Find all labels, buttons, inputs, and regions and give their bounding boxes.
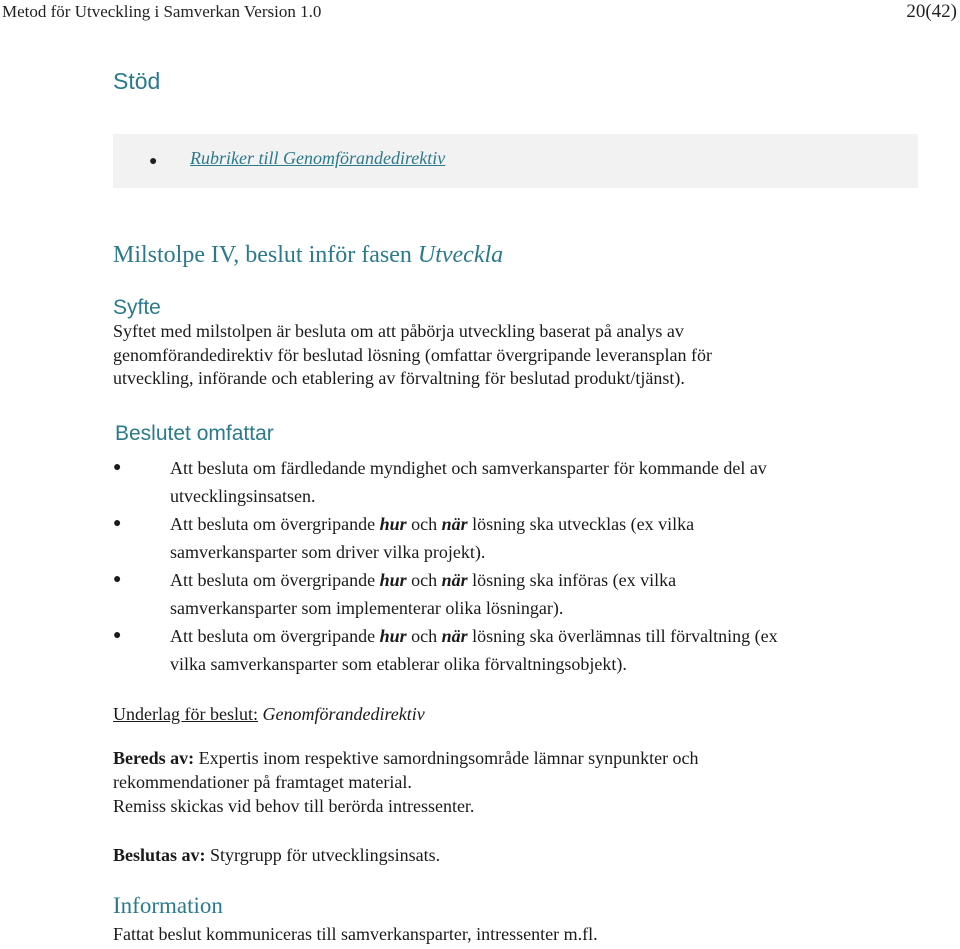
bullet-icon: ●	[113, 460, 122, 475]
stod-heading: Stöd	[113, 68, 161, 94]
bullet-icon: ●	[113, 516, 122, 531]
information-heading: Information	[113, 893, 223, 918]
bereds-paragraph	[113, 746, 833, 818]
list-item	[113, 454, 893, 510]
list-item-line: Att besluta om färdledande myndighet och samverkansparter för kommande del av	[170, 458, 767, 478]
list-item-line: samverkansparter som implementerar olika lösningar).	[170, 598, 564, 618]
syfte-heading: Syfte	[113, 296, 161, 319]
genomforandedirektiv-link[interactable]: Rubriker till Genomförandedirektiv	[190, 148, 446, 168]
list-item-text: och	[406, 570, 442, 590]
emphasis-hur: hur	[379, 514, 407, 534]
list-item-text: Att besluta om övergripande	[170, 626, 380, 646]
list-item-text: lösning ska överlämnas till förvaltning (ex	[467, 626, 778, 646]
bereds-line	[113, 746, 833, 770]
emphasis-hur: hur	[379, 626, 407, 646]
list-item-text: Att besluta om övergripande	[170, 514, 380, 534]
list-item-line	[170, 566, 893, 594]
beslutas-label: Beslutas av:	[113, 845, 206, 865]
list-item-text: och	[406, 514, 442, 534]
page-number: 20(42)	[906, 1, 957, 22]
bullet-icon: ●	[113, 628, 122, 643]
syfte-paragraph	[113, 320, 833, 391]
list-item-line	[170, 510, 893, 538]
bullet-icon: ●	[149, 154, 158, 169]
list-item	[113, 566, 893, 622]
document-header-title: Metod för Utveckling i Samverkan Version 1.0	[2, 2, 322, 21]
milestone-heading	[113, 242, 503, 269]
milestone-heading-phase: Utveckla	[417, 242, 504, 268]
list-item-text: och	[406, 626, 442, 646]
syfte-line: genomförandedirektiv för beslutad lösning (omfattar övergripande leveransplan för	[113, 344, 712, 365]
list-item-text: Att besluta om övergripande	[170, 570, 380, 590]
list-item	[113, 622, 893, 678]
bereds-text: Expertis inom respektive samordningsområde lämnar synpunkter och	[194, 748, 699, 768]
emphasis-nar: när	[441, 570, 468, 590]
beslutet-heading: Beslutet omfattar	[115, 422, 274, 445]
information-text: Fattat beslut kommuniceras till samverkansparter, intressenter m.fl.	[113, 924, 598, 944]
underlag-line	[113, 704, 425, 725]
list-item-line: samverkansparter som driver vilka projekt).	[170, 542, 486, 562]
emphasis-nar: när	[441, 514, 468, 534]
list-item-text: lösning ska införas (ex vilka	[467, 570, 677, 590]
emphasis-nar: när	[441, 626, 468, 646]
beslutet-list	[113, 454, 893, 678]
underlag-value: Genomförandedirektiv	[257, 704, 425, 724]
list-item-line: utvecklingsinsatsen.	[170, 486, 316, 506]
emphasis-hur: hur	[379, 570, 407, 590]
beslutas-line	[113, 845, 440, 866]
list-item	[113, 510, 893, 566]
remiss-line: Remiss skickas vid behov till berörda intressenter.	[113, 796, 475, 816]
list-item-text: lösning ska utvecklas (ex vilka	[467, 514, 695, 534]
beslutas-value: Styrgrupp för utvecklingsinsats.	[205, 845, 441, 865]
list-item-line: vilka samverkansparter som etablerar olika förvaltningsobjekt).	[170, 654, 627, 674]
list-item-line	[170, 622, 893, 650]
syfte-line: utveckling, införande och etablering av förvaltning för beslutad produkt/tjänst).	[113, 368, 685, 388]
underlag-label: Underlag för beslut:	[113, 704, 258, 724]
syfte-line: Syftet med milstolpen är besluta om att påbörja utveckling baserat på analys av	[113, 321, 684, 341]
milestone-heading-main: Milstolpe IV, beslut inför fasen	[113, 242, 418, 268]
stod-box	[113, 134, 918, 188]
bereds-line: rekommendationer på framtaget material.	[113, 772, 412, 792]
bereds-label: Bereds av:	[113, 748, 195, 768]
bullet-icon: ●	[113, 572, 122, 587]
